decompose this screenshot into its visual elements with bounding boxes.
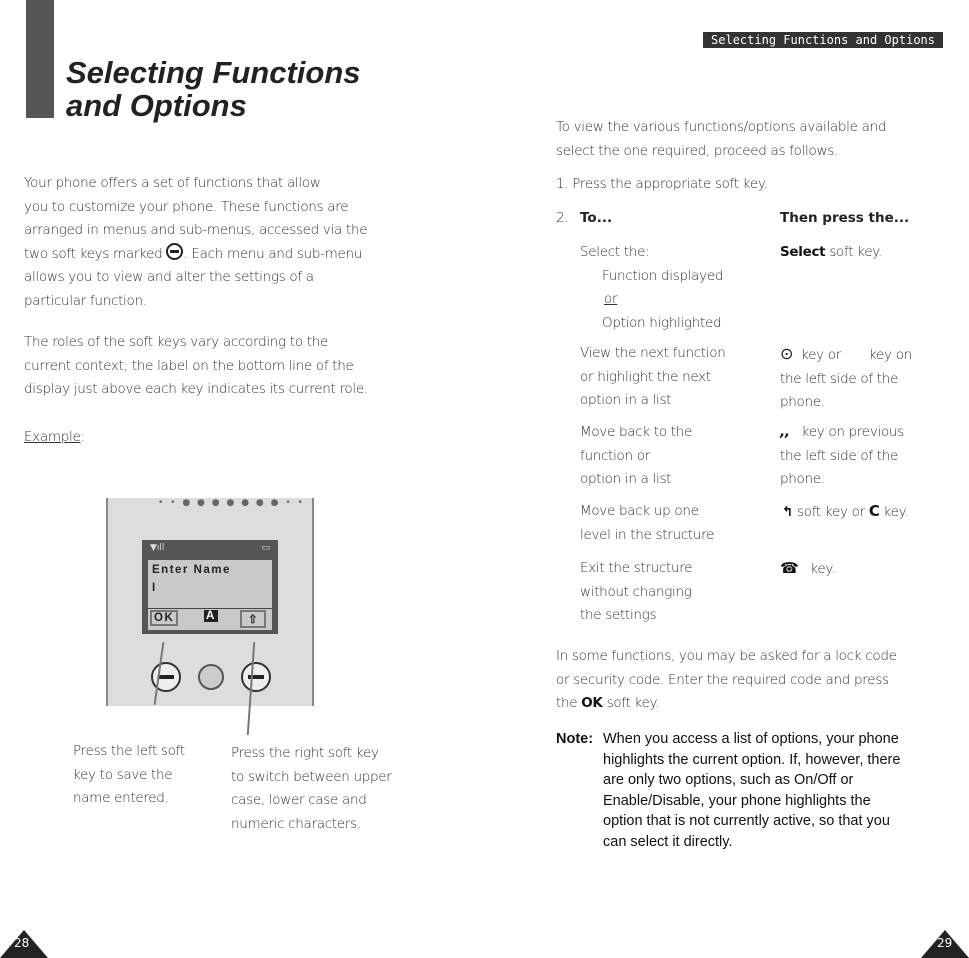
note-label: Note: bbox=[556, 731, 594, 747]
row-press: ,, key on previous the left side of the phone. bbox=[780, 424, 904, 487]
signal-icon: ▼ıll bbox=[150, 543, 165, 553]
row-press: Select soft key. bbox=[780, 244, 883, 260]
soft-key-icon bbox=[166, 243, 183, 260]
speaker-icon: • • ● ● ● ● ● ● ● • • bbox=[158, 498, 305, 508]
screen-text: Enter Name bbox=[152, 564, 231, 576]
row-to: Exit the structure without changing the settings bbox=[580, 560, 693, 623]
step-2: 2. bbox=[556, 210, 569, 226]
intro-paragraph: Your phone offers a set of functions that allow you to customize your phone. These functions are arranged in menus and sub-menus, accessed via the two soft keys marked . Each menu and sub-menu allows you to view and alter the settings of a particular function. bbox=[24, 175, 368, 309]
back-arrow-icon: ↰ bbox=[782, 504, 794, 520]
row-to: Select the: Function displayed or Option highlighted bbox=[580, 244, 724, 331]
phone-screen bbox=[142, 540, 278, 634]
title-bar-decoration bbox=[26, 0, 54, 118]
page-number-left: 28 bbox=[14, 936, 30, 950]
example-label: Example: bbox=[24, 429, 85, 445]
shift-label: ⇧ bbox=[240, 610, 266, 628]
lock-code-paragraph: In some functions, you may be asked for a lock code or security code. Enter the required code and press the OK soft key. bbox=[556, 648, 897, 711]
row-to: View the next function or highlight the next option in a list bbox=[580, 345, 726, 408]
page-number-right: 29 bbox=[937, 936, 953, 950]
caption-right: Press the right soft key to switch between upper case, lower case and numeric characters. bbox=[231, 745, 392, 832]
navigation-key-icon: ⊙ bbox=[780, 344, 794, 363]
nav-key-icon bbox=[198, 664, 224, 690]
battery-icon: ▭ bbox=[261, 543, 270, 553]
right-soft-key bbox=[241, 662, 271, 692]
volume-key-icon: ,, bbox=[780, 424, 790, 440]
row-to: Move back to the function or option in a list bbox=[580, 424, 693, 487]
ok-label: OK bbox=[150, 610, 178, 626]
roles-paragraph: The roles of the soft keys vary according to the current context; the label on the bottom line of the display just above each key indicates its current role. bbox=[24, 334, 368, 397]
caption-left: Press the left soft key to save the name entered. bbox=[73, 743, 185, 806]
note-text: When you access a list of options, your phone highlights the current option. If, however, there are only two options, such as On/Off or Enable/Disable, your phone highlights the option that is not currently active, so that you can select it directly. bbox=[603, 731, 901, 850]
running-header: Selecting Functions and Options bbox=[703, 32, 943, 48]
row-press: ⊙ key or key on the left side of the phone. bbox=[780, 344, 912, 410]
cursor: I bbox=[152, 582, 157, 594]
row-press: ↰ soft key or C key. bbox=[782, 502, 909, 520]
col-header-to: To... bbox=[580, 210, 613, 226]
row-to: Move back up one level in the structure bbox=[580, 503, 715, 543]
col-header-press: Then press the... bbox=[780, 210, 910, 226]
phone-illustration bbox=[106, 498, 314, 706]
page-title: Selecting Functions and Options bbox=[66, 55, 361, 123]
row-press: ☎ key. bbox=[780, 559, 836, 577]
mode-label: A bbox=[206, 610, 216, 622]
end-call-icon: ☎ bbox=[780, 559, 799, 577]
right-intro: To view the various functions/options available and select the one required, proceed as follows. 1. Press the appropriate soft key. bbox=[556, 119, 887, 192]
